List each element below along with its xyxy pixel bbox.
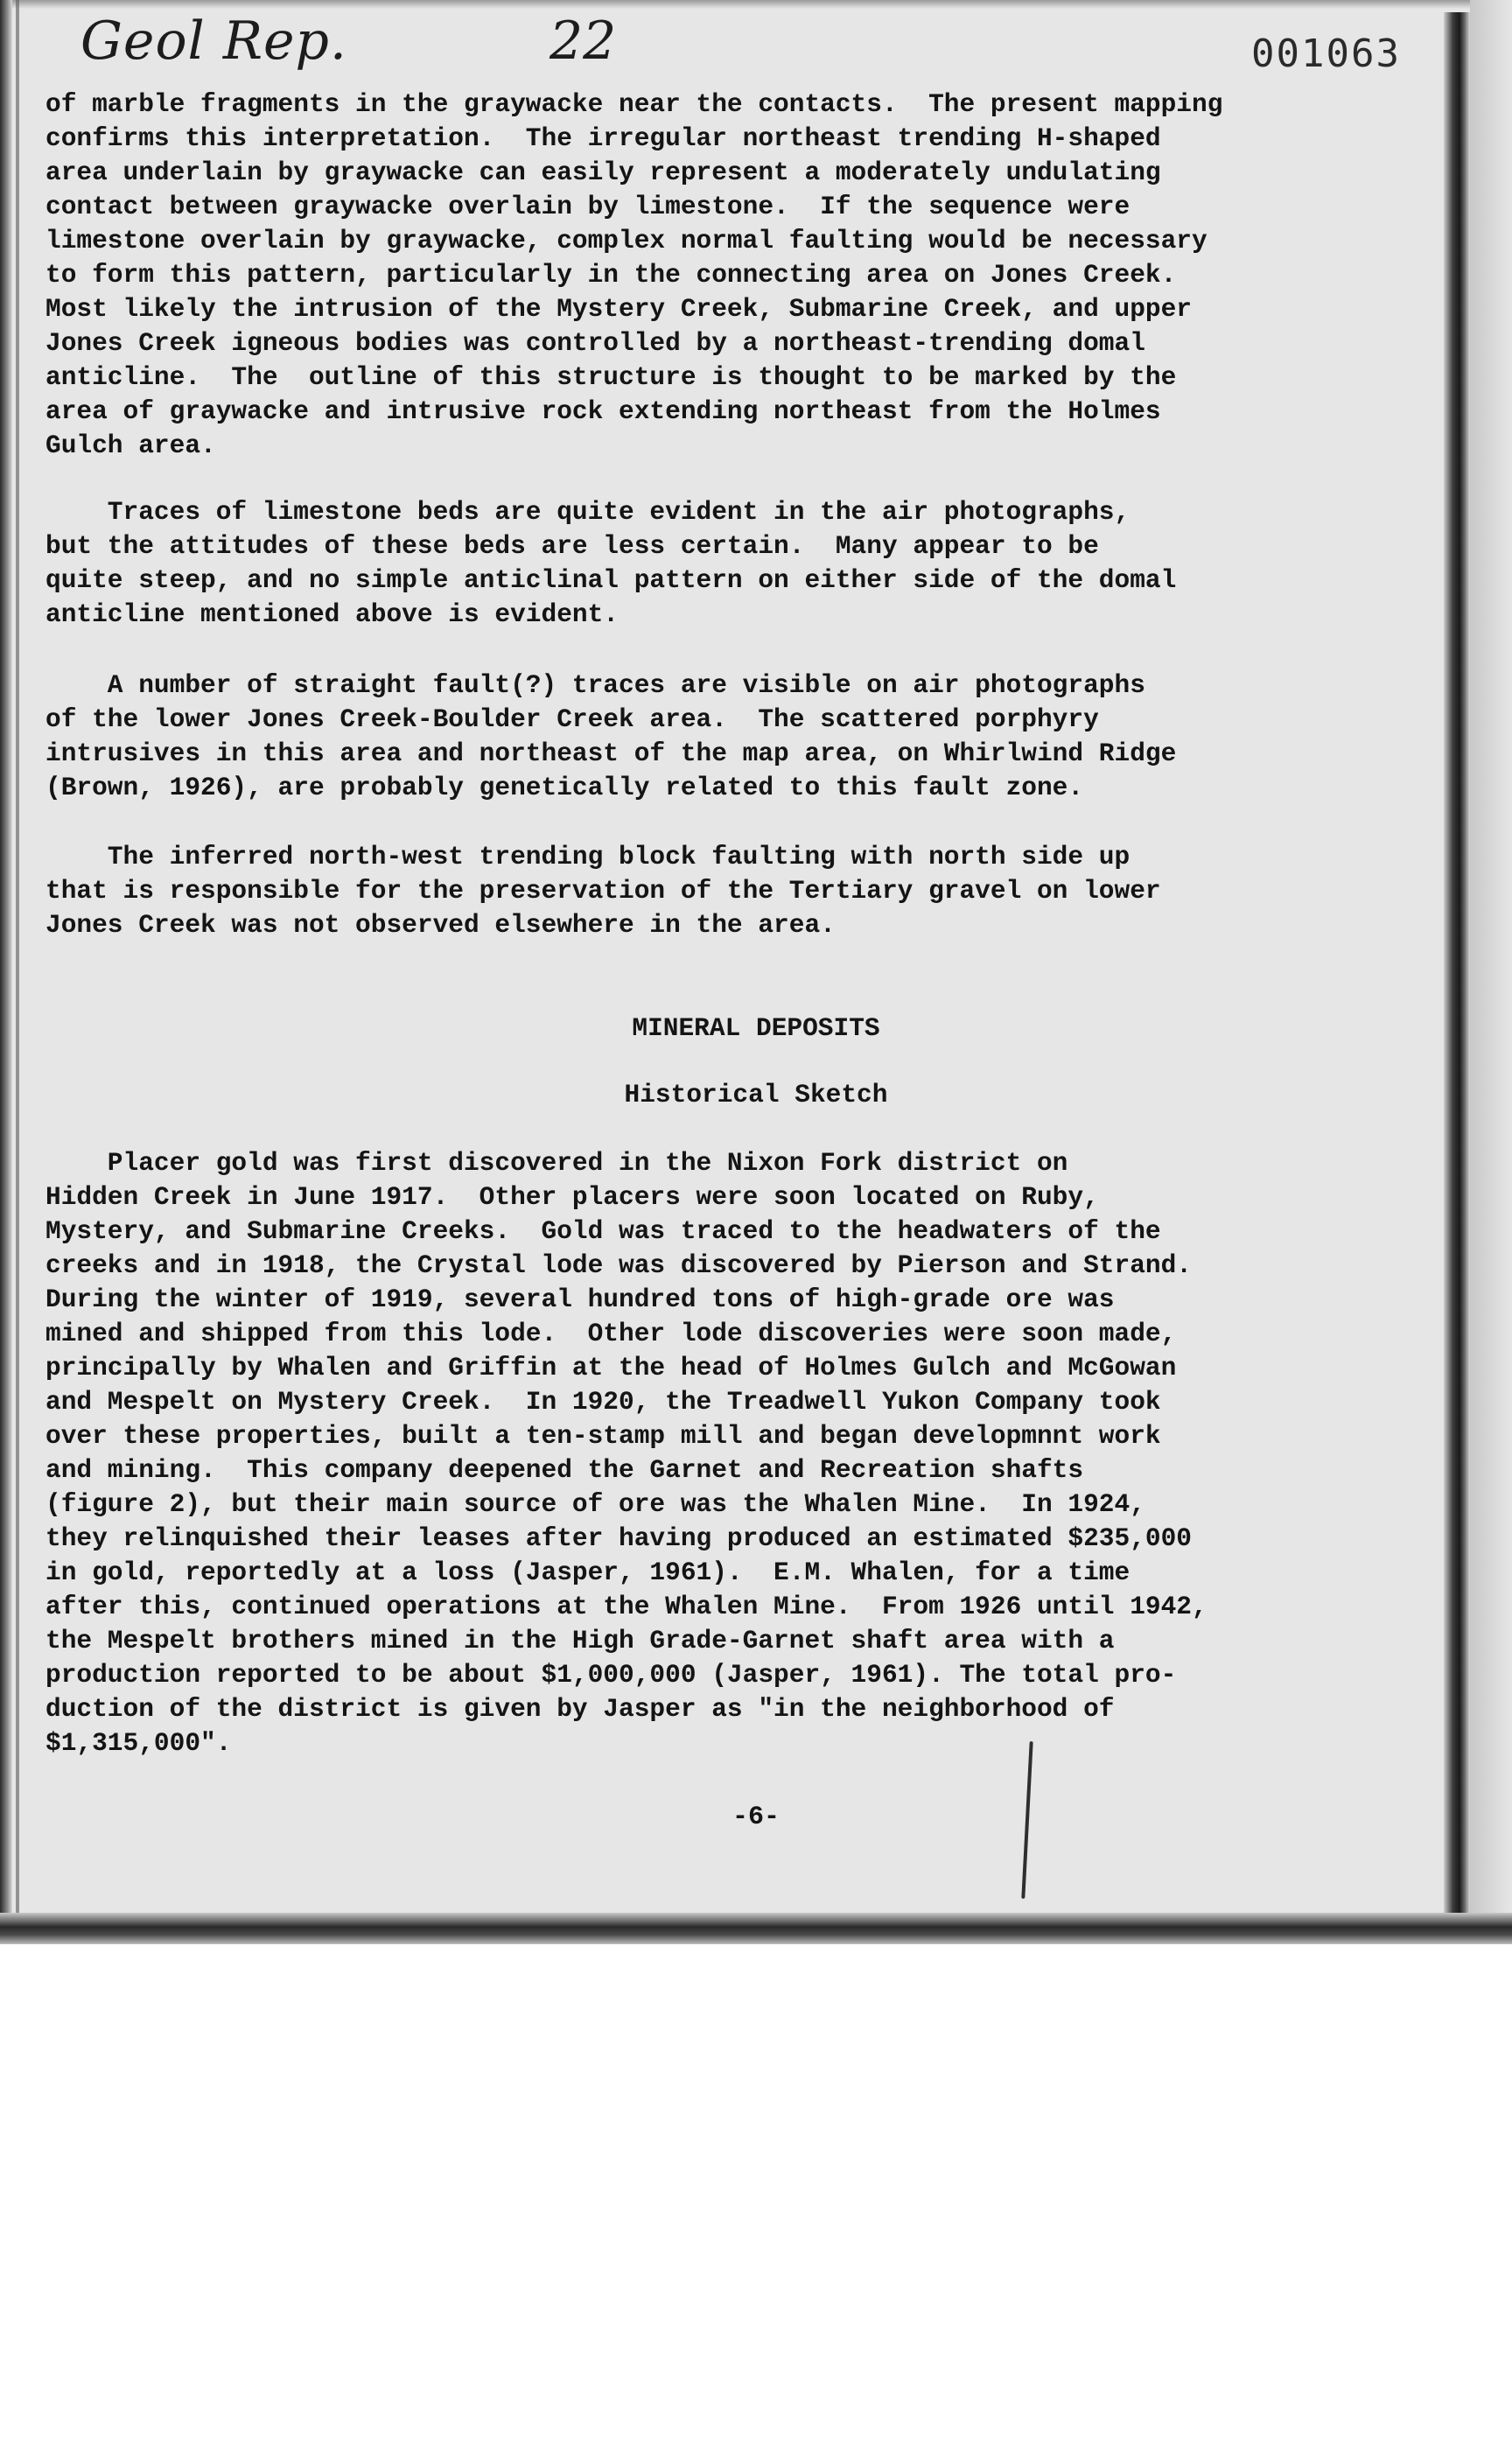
page-number: -6- (732, 1802, 780, 1832)
text-line: intrusives in this area and northeast of the map area, on Whirlwind Ridge (46, 738, 1177, 768)
text-line: mined and shipped from this lode. Other lode discoveries were soon made, (46, 1319, 1177, 1348)
text-line: they relinquished their leases after having produced an estimated $235,000 (46, 1523, 1193, 1553)
text-line: production reported to be about $1,000,000 (Jasper, 1961). The total pro- (46, 1660, 1177, 1690)
text-line: the Mespelt brothers mined in the High Grade-Garnet shaft area with a (46, 1626, 1115, 1656)
text-line: (Brown, 1926), are probably genetically related to this fault zone. (46, 773, 1084, 802)
text-line: Jones Creek was not observed elsewhere in the area. (46, 910, 836, 940)
scan-left-edge (0, 0, 12, 1944)
text-line: Mystery, and Submarine Creeks. Gold was traced to the headwaters of the (46, 1216, 1161, 1246)
text-line: of marble fragments in the graywacke near the contacts. The present mapping (46, 89, 1223, 119)
text-line: principally by Whalen and Griffin at the head of Holmes Gulch and McGowan (46, 1353, 1177, 1382)
scan-right-binding (1444, 12, 1470, 1937)
text-line: contact between graywacke overlain by limestone. If the sequence were (46, 192, 1130, 221)
text-line: over these properties, built a ten-stamp mill and began developmnnt work (46, 1421, 1161, 1451)
section-heading: MINERAL DEPOSITS (632, 1013, 880, 1043)
text-line: in gold, reportedly at a loss (Jasper, 1961). E.M. Whalen, for a time (46, 1558, 1130, 1587)
text-line: Most likely the intrusion of the Mystery Creek, Submarine Creek, and upper (46, 294, 1193, 324)
text-line: Traces of limestone beds are quite evident in the air photographs, (46, 497, 1130, 527)
text-line: and Mespelt on Mystery Creek. In 1920, the Treadwell Yukon Company took (46, 1387, 1161, 1417)
text-line: quite steep, and no simple anticlinal pattern on either side of the domal (46, 565, 1177, 595)
text-line: of the lower Jones Creek-Boulder Creek area. The scattered porphyry (46, 704, 1099, 734)
text-line: (figure 2), but their main source of ore was the Whalen Mine. In 1924, (46, 1489, 1145, 1519)
subsection-heading: Historical Sketch (624, 1080, 888, 1110)
document-number: 001063 (1251, 32, 1401, 76)
text-line: confirms this interpretation. The irregular northeast trending H-shaped (46, 123, 1161, 153)
text-line: but the attitudes of these beds are less certain. Many appear to be (46, 531, 1099, 561)
text-line: anticline mentioned above is evident. (46, 599, 620, 629)
text-line: creeks and in 1918, the Crystal lode was discovered by Pierson and Strand. (46, 1250, 1193, 1280)
scan-bottom-edge (0, 1913, 1512, 1944)
text-line: $1,315,000". (46, 1728, 232, 1758)
handwritten-number: 22 (550, 10, 617, 72)
scan-right-margin (1470, 0, 1512, 1944)
scan-left-line (16, 0, 19, 1944)
text-line: and mining. This company deepened the Garnet and Recreation shafts (46, 1455, 1084, 1485)
handwritten-label: Geol Rep. (80, 10, 347, 72)
text-line: Gulch area. (46, 430, 216, 460)
text-line: that is responsible for the preservation of the Tertiary gravel on lower (46, 876, 1161, 906)
text-line: A number of straight fault(?) traces are visible on air photographs (46, 670, 1145, 700)
text-line: The inferred north-west trending block faulting with north side up (46, 842, 1130, 872)
text-line: Jones Creek igneous bodies was controlled by a northeast-trending domal (46, 328, 1145, 358)
scan-top-edge (0, 0, 1512, 9)
text-line: Hidden Creek in June 1917. Other placers were soon located on Ruby, (46, 1182, 1099, 1212)
text-line: duction of the district is given by Jasper as "in the neighborhood of (46, 1694, 1115, 1724)
text-line: During the winter of 1919, several hundred tons of high-grade ore was (46, 1284, 1115, 1314)
text-line: area underlain by graywacke can easily represent a moderately undulating (46, 158, 1161, 187)
text-line: Placer gold was first discovered in the Nixon Fork district on (46, 1148, 1068, 1178)
text-line: to form this pattern, particularly in the connecting area on Jones Creek. (46, 260, 1177, 290)
text-line: area of graywacke and intrusive rock extending northeast from the Holmes (46, 396, 1161, 426)
text-line: anticline. The outline of this structure is thought to be marked by the (46, 362, 1177, 392)
text-line: limestone overlain by graywacke, complex normal faulting would be necessary (46, 226, 1208, 256)
text-line: after this, continued operations at the Whalen Mine. From 1926 until 1942, (46, 1592, 1208, 1621)
